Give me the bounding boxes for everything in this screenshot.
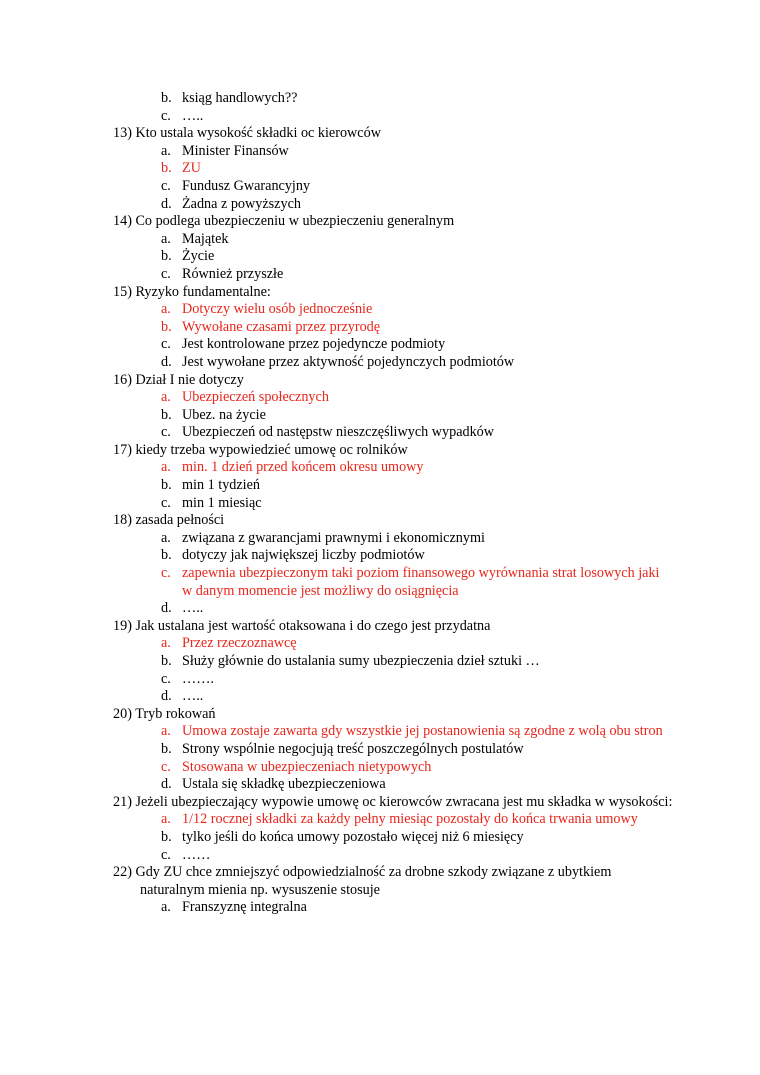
answer-option [113, 266, 673, 284]
option-text: 1/12 rocznej składki za każdy pełny miesiąc pozostały do końca trwania umowy [182, 811, 638, 828]
option-text: min 1 tydzień [182, 477, 261, 494]
question-list [113, 90, 673, 917]
option-text: Ustala się składkę ubezpieczeniowa [182, 776, 386, 793]
answer-option [113, 495, 673, 513]
option-letter: c. [161, 424, 171, 441]
option-letter: a. [161, 635, 171, 652]
option-letter: c. [161, 177, 171, 194]
option-letter: d. [161, 195, 172, 212]
option-text: Dotyczy wielu osób jednocześnie [182, 301, 373, 318]
option-letter: a. [161, 529, 171, 546]
question-heading: 13) Kto ustala wysokość składki oc kierowców [113, 125, 381, 142]
option-letter: a. [161, 811, 171, 828]
option-letter: a. [161, 301, 171, 318]
answer-option [113, 477, 673, 495]
answer-option [113, 600, 673, 618]
option-letter: c. [161, 846, 171, 863]
option-letter: b. [161, 477, 172, 494]
answer-option-highlighted [113, 459, 673, 477]
option-letter: b. [161, 248, 172, 265]
answer-option [113, 653, 673, 671]
option-text: Żadna z powyższych [182, 195, 301, 212]
question-heading: 18) zasada pełności [113, 512, 225, 529]
option-letter: c. [161, 565, 171, 582]
answer-option-highlighted [113, 160, 673, 178]
question-heading: 21) Jeżeli ubezpieczający wypowie umowę oc kierowców zwracana jest mu składka w wysokości: [113, 793, 673, 810]
option-letter: d. [161, 600, 172, 617]
question-heading: 20) Tryb rokowań [113, 705, 216, 722]
option-text: ….. [182, 600, 204, 617]
answer-option-highlighted [113, 811, 673, 829]
option-text: Życie [182, 248, 215, 265]
option-letter: b. [161, 547, 172, 564]
answer-option-highlighted [113, 759, 673, 777]
option-text: Służy głównie do ustalania sumy ubezpieczenia dzieł sztuki … [182, 653, 540, 669]
question-heading: 16) Dział I nie dotyczy [113, 371, 244, 388]
answer-option [113, 248, 673, 266]
option-letter: b. [161, 90, 172, 106]
option-letter: d. [161, 688, 172, 705]
option-letter: c. [161, 265, 171, 282]
option-letter: c. [161, 758, 171, 775]
option-text: Franszyznę integralna [182, 899, 307, 916]
answer-option [113, 741, 673, 759]
option-text: Fundusz Gwarancyjny [182, 177, 311, 194]
option-text: tylko jeśli do końca umowy pozostało więcej niż 6 miesięcy [182, 828, 524, 845]
question-heading: 15) Ryzyko fundamentalne: [113, 283, 271, 300]
option-text: Ubezpieczeń od następstw nieszczęśliwych wypadków [182, 424, 495, 441]
option-text: Jest kontrolowane przez pojedyncze podmioty [182, 336, 446, 353]
question-heading: 19) Jak ustalana jest wartość otaksowana i do czego jest przydatna [113, 617, 491, 634]
option-text: ksiąg handlowych?? [182, 90, 298, 106]
option-text: Umowa zostaje zawarta gdy wszystkie jej postanowienia są zgodne z wolą obu stron [182, 723, 663, 740]
option-text: min. 1 dzień przed końcem okresu umowy [182, 459, 424, 476]
option-letter: b. [161, 828, 172, 845]
option-text: Strony wspólnie negocjują treść poszczególnych postulatów [182, 740, 524, 757]
answer-option-highlighted [113, 389, 673, 407]
answer-option [113, 196, 673, 214]
option-text: związana z gwarancjami prawnymi i ekonomicznymi [182, 529, 485, 546]
option-letter: a. [161, 389, 171, 406]
option-letter: a. [161, 459, 171, 476]
question-heading: 14) Co podlega ubezpieczeniu w ubezpieczeniu generalnym [113, 213, 455, 230]
answer-option-highlighted [113, 723, 673, 741]
answer-option [113, 847, 673, 865]
option-text: min 1 miesiąc [182, 494, 262, 511]
answer-option [113, 530, 673, 548]
option-letter: a. [161, 142, 171, 159]
option-letter: b. [161, 653, 172, 669]
option-text: Przez rzeczoznawcę [182, 635, 297, 652]
answer-option [113, 90, 673, 108]
answer-option [113, 231, 673, 249]
answer-option-highlighted [113, 319, 673, 337]
option-letter: a. [161, 230, 171, 247]
option-letter: b. [161, 740, 172, 757]
answer-option [113, 108, 673, 126]
option-letter: c. [161, 670, 171, 687]
answer-option-highlighted [113, 635, 673, 653]
option-text: Wywołane czasami przez przyrodę [182, 318, 381, 335]
answer-option [113, 547, 673, 565]
answer-option-highlighted [113, 565, 673, 600]
answer-option [113, 407, 673, 425]
option-text: Majątek [182, 230, 229, 247]
answer-option [113, 829, 673, 847]
option-letter: d. [161, 353, 172, 370]
option-text: Również przyszłe [182, 265, 284, 282]
option-letter: a. [161, 723, 171, 740]
answer-option [113, 688, 673, 706]
option-letter: d. [161, 776, 172, 793]
question-heading: 17) kiedy trzeba wypowiedzieć umowę oc rolników [113, 441, 408, 458]
answer-option-highlighted [113, 301, 673, 319]
answer-option [113, 143, 673, 161]
option-text: Stosowana w ubezpieczeniach nietypowych [182, 758, 432, 775]
answer-option [113, 899, 673, 917]
option-text: Minister Finansów [182, 142, 289, 159]
option-text: ….. [182, 107, 204, 124]
option-letter: b. [161, 160, 172, 177]
option-text: dotyczy jak największej liczby podmiotów [182, 547, 425, 564]
option-text: …… [182, 846, 211, 863]
option-text: Ubezpieczeń społecznych [182, 389, 329, 406]
option-text: ….. [182, 688, 204, 705]
answer-option [113, 424, 673, 442]
option-letter: c. [161, 494, 171, 511]
option-letter: c. [161, 336, 171, 353]
answer-option [113, 178, 673, 196]
option-text: zapewnia ubezpieczonym taki poziom finansowego wyrównania strat losowych jaki w danym momencie jest możliwy do osiągnięcia [182, 565, 660, 599]
option-text: ZU [182, 160, 201, 177]
answer-option [113, 336, 673, 354]
answer-option [113, 354, 673, 372]
option-letter: c. [161, 107, 171, 124]
option-letter: a. [161, 899, 171, 916]
option-text: ……. [182, 670, 214, 687]
answer-option [113, 776, 673, 794]
option-letter: b. [161, 318, 172, 335]
question-heading: 22) Gdy ZU chce zmniejszyć odpowiedzialność za drobne szkody związane z ubytkiem naturalnym mienia np. wysuszenie stosuje [113, 864, 612, 898]
option-text: Jest wywołane przez aktywność pojedynczych podmiotów [182, 353, 515, 370]
answer-option [113, 671, 673, 689]
option-text: Ubez. na życie [182, 406, 266, 423]
option-letter: b. [161, 406, 172, 423]
